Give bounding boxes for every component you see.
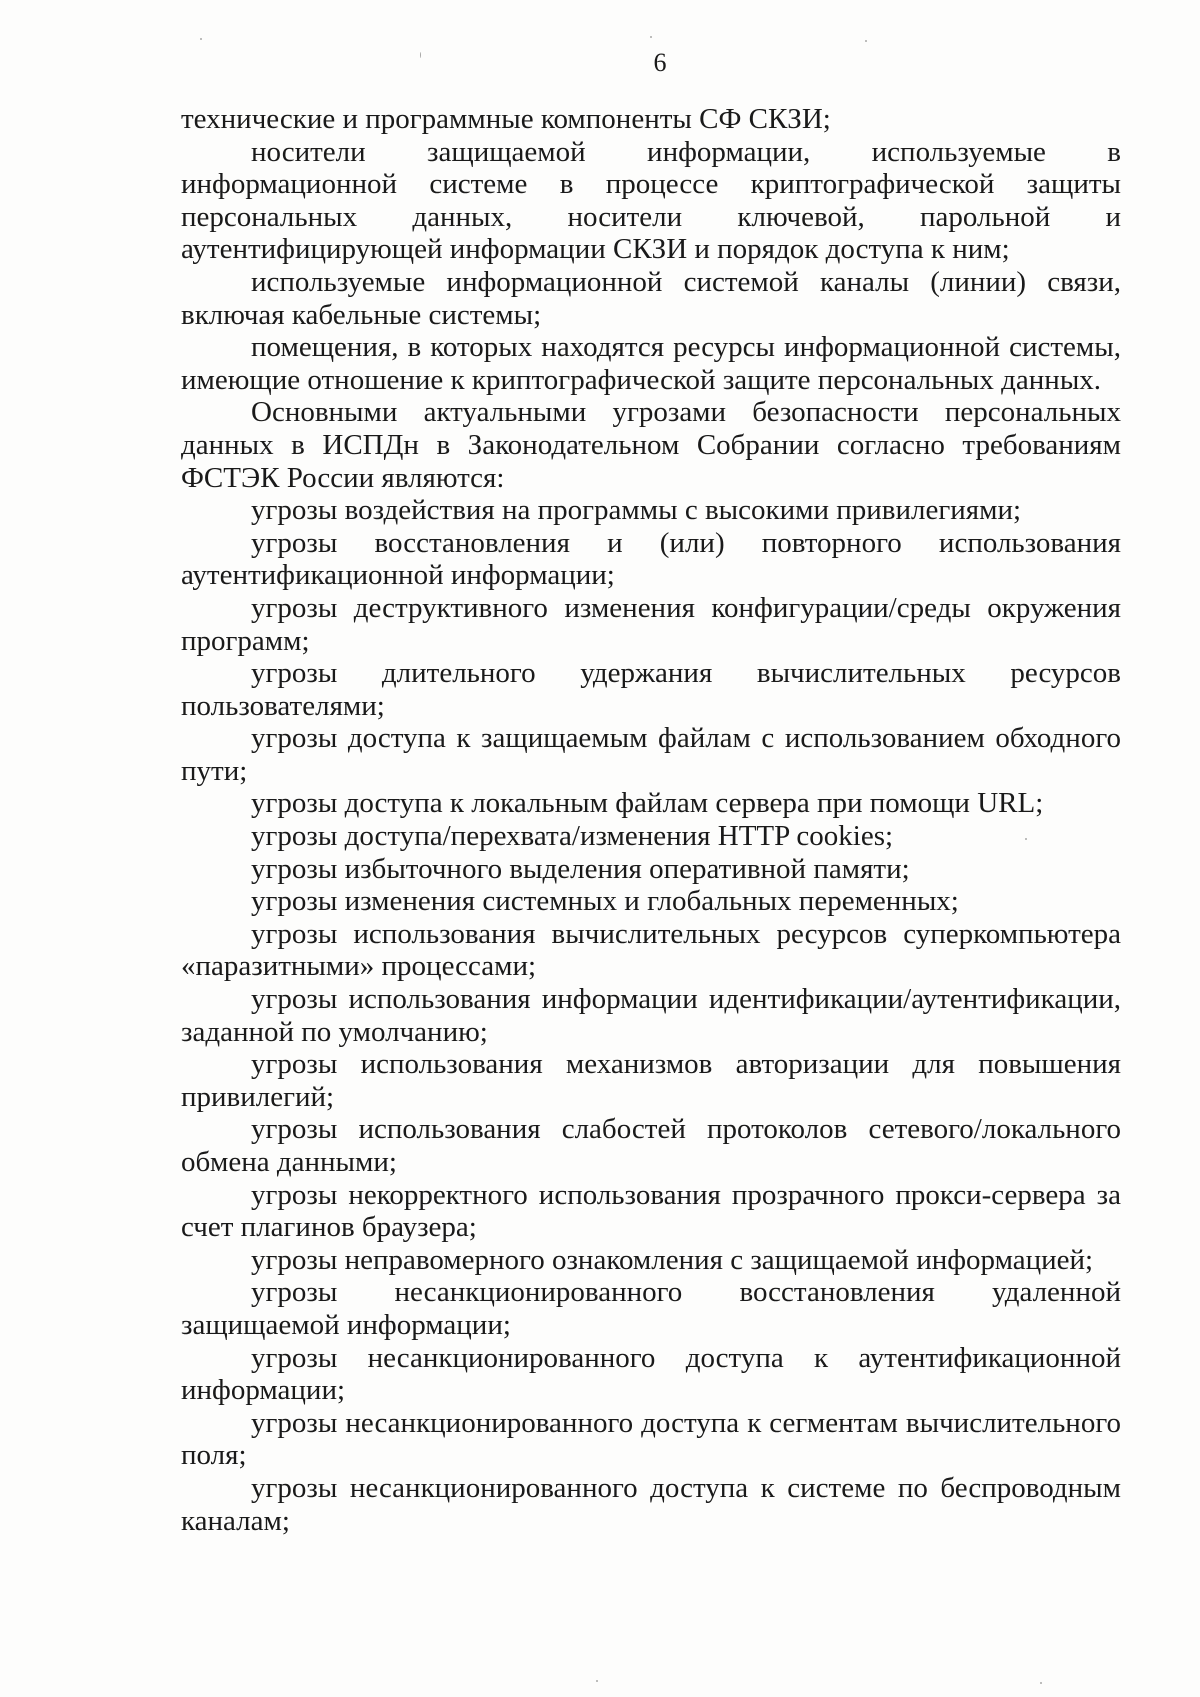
body-text <box>181 103 1121 1537</box>
list-item: угрозы доступа/перехвата/изменения HTTP cookies; <box>251 820 894 853</box>
scan-speck <box>650 36 652 38</box>
scan-speck <box>865 40 867 42</box>
paragraph: помещения, в которых находятся ресурсы информационной системы, имеющие отношение к криптографической защите персональных данных. <box>181 331 1121 396</box>
scan-speck <box>200 38 202 40</box>
list-item: угрозы избыточного выделения оперативной памяти; <box>251 852 910 885</box>
page-number: 6 <box>653 48 667 77</box>
list-item: угрозы длительного удержания вычислительных ресурсов пользователями; <box>181 657 1121 722</box>
paragraph: технические и программные компоненты СФ СКЗИ; <box>181 103 831 135</box>
list-item: угрозы использования слабостей протоколов сетевого/локального обмена данными; <box>181 1113 1121 1178</box>
paragraph: Основными актуальными угрозами безопасности персональных данных в ИСПДн в Законодательном Собрании согласно требованиям ФСТЭК России являются: <box>181 396 1121 494</box>
list-item: угрозы несанкционированного восстановления удаленной защищаемой информации; <box>181 1276 1121 1341</box>
list-item: угрозы воздействия на программы с высокими привилегиями; <box>251 494 1022 527</box>
list-item: угрозы несанкционированного доступа к аутентификационной информации; <box>181 1341 1121 1407</box>
list-item: угрозы изменения системных и глобальных переменных; <box>251 885 959 918</box>
paragraph: используемые информационной системой каналы (линии) связи, включая кабельные системы; <box>181 265 1121 331</box>
list-item: угрозы деструктивного изменения конфигурации/среды окружения программ; <box>181 591 1121 657</box>
list-item: угрозы некорректного использования прозрачного прокси-сервера за счет плагинов браузера; <box>181 1178 1121 1244</box>
list-item: угрозы использования механизмов авторизации для повышения привилегий; <box>181 1048 1121 1113</box>
list-item: угрозы восстановления и (или) повторного использования аутентификационной информации; <box>181 526 1121 592</box>
scan-speck <box>1040 1682 1042 1684</box>
paragraph: носители защищаемой информации, используемые в информационной системе в процессе криптографической защиты персональных данных, носители ключевой, парольной и аутентифицирующей информации СКЗИ и порядок доступа к ним; <box>181 135 1121 266</box>
scan-speck <box>596 1680 598 1682</box>
scan-speck <box>420 52 421 58</box>
list-item: угрозы несанкционированного доступа к системе по беспроводным каналам; <box>181 1471 1121 1537</box>
list-item: угрозы несанкционированного доступа к сегментам вычислительного поля; <box>181 1406 1121 1472</box>
scan-speck <box>1025 838 1027 840</box>
list-item: угрозы использования вычислительных ресурсов суперкомпьютера «паразитными» процессами; <box>181 917 1121 983</box>
list-item: угрозы неправомерного ознакомления с защищаемой информацией; <box>251 1243 1094 1276</box>
list-item: угрозы использования информации идентификации/аутентификации, заданной по умолчанию; <box>181 983 1121 1048</box>
list-item: угрозы доступа к защищаемым файлам с использованием обходного пути; <box>181 722 1121 787</box>
list-item: угрозы доступа к локальным файлам сервера при помощи URL; <box>251 787 1044 820</box>
